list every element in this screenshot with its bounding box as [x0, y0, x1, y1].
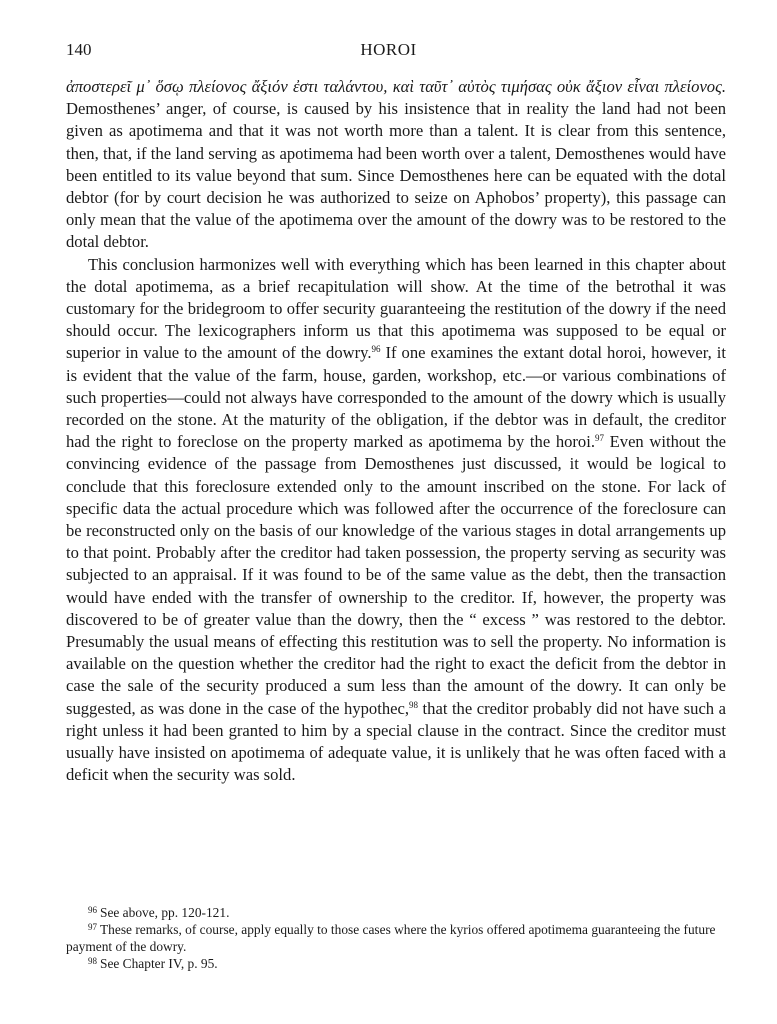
- paragraph-text: If one examines the extant dotal horoi, however, it is evident that the value of the farm, house, garden, workshop, etc.—or various combinations of such properties—could not always have corresponded to the amount of the dowry which is usually recorded on the stone. At the maturity of the obligation, if the debtor was in default, the creditor had the right to foreclose on the property marked as apotimema by the horoi.: [66, 343, 726, 452]
- paragraph-text: Even without the convincing evidence of the passage from Demosthenes just discussed, it would be logical to conclude that this foreclosure extended only to the amount inscribed on the stone. For lack of specific data the actual procedure which was followed after the occurrence of the foreclosure can be reconstructed only on the basis of our knowledge of the various stages in dotal arrangements up to that point. Probably after the creditor had taken possession, the property serving as security was subjected to an appraisal. If it was found to be of the same value as the debt, then the transaction would have ended with the transfer of ownership to the creditor. If, however, the property was discovered to be of greater value than the dowry, then the “ excess ” was restored to the debtor. Presumably the usual means of effecting this restitution was to sell the property. No information is available on the question whether the creditor had the right to exact the deficit from the debtor in case the sale of the security produced a sum less than the amount of the dowry. It can only be suggested, as was done in the case of the hypothec,: [66, 432, 726, 718]
- paragraph-text: This conclusion harmonizes well with everything which has been learned in this chapter about the dotal apotimema, as a brief recapitulation will show. At the time of the betrothal it was customary for the bridegroom to offer security guaranteeing the restitution of the dowry if the need should occur. The lexicographers inform us that this apotimema was supposed to be equal or superior in value to the amount of the dowry.: [66, 254, 726, 363]
- greek-quotation: ἀποστερεῖ μ᾽ ὅσῳ πλείονος ἄξιόν ἐστι ταλάντου, καὶ ταῦτ᾽ αὐτὸς τιμήσας οὐκ ἄξιον εἶναι πλείονος.: [66, 77, 726, 96]
- footnote: [66, 955, 726, 972]
- footnote-text: See Chapter IV, p. 95.: [100, 956, 218, 971]
- paragraph-text: that the creditor probably did not have such a right unless it had been granted to him by a special clause in the contract. Since the creditor must usually have insisted on apotimema of adequate value, it is unlikely that he was often faced with a deficit when the security was sold.: [66, 698, 726, 785]
- footnote: [66, 904, 726, 921]
- footnote-ref[interactable]: 98: [409, 699, 419, 710]
- paragraph-text: Demosthenes’ anger, of course, is caused by his insistence that in reality the land had not been given as apotimema and that it was not worth more than a talent. It is clear from this sentence, then, that, if the land serving as apotimema had been worth over a talent, Demosthenes would have been entitled to its value beyond that sum. Since Demosthenes here can be equated with the dotal debtor (for by court decision he was authorized to seize on Aphobos’ property), this passage can only mean that the value of the apotimema over the amount of the dowry was to be restored to the dotal debtor.: [66, 99, 726, 252]
- footnote-ref[interactable]: 96: [371, 344, 381, 355]
- footnote: [66, 921, 726, 955]
- paragraph: [66, 254, 726, 787]
- footnote-text: These remarks, of course, apply equally to those cases where the kyrios offered apotimema guaranteeing the future payment of the dowry.: [66, 922, 716, 954]
- body-text: [66, 76, 726, 787]
- footnote-number: 97: [88, 922, 97, 932]
- page-header: [66, 40, 711, 60]
- running-title: HOROI: [360, 40, 417, 59]
- footnote-number: 96: [88, 905, 97, 915]
- footnote-text: See above, pp. 120-121.: [100, 905, 230, 920]
- paragraph: [66, 76, 726, 254]
- footnote-ref[interactable]: 97: [595, 433, 604, 444]
- page-number: 140: [66, 40, 92, 59]
- footnotes: [66, 904, 726, 972]
- footnote-number: 98: [88, 956, 97, 966]
